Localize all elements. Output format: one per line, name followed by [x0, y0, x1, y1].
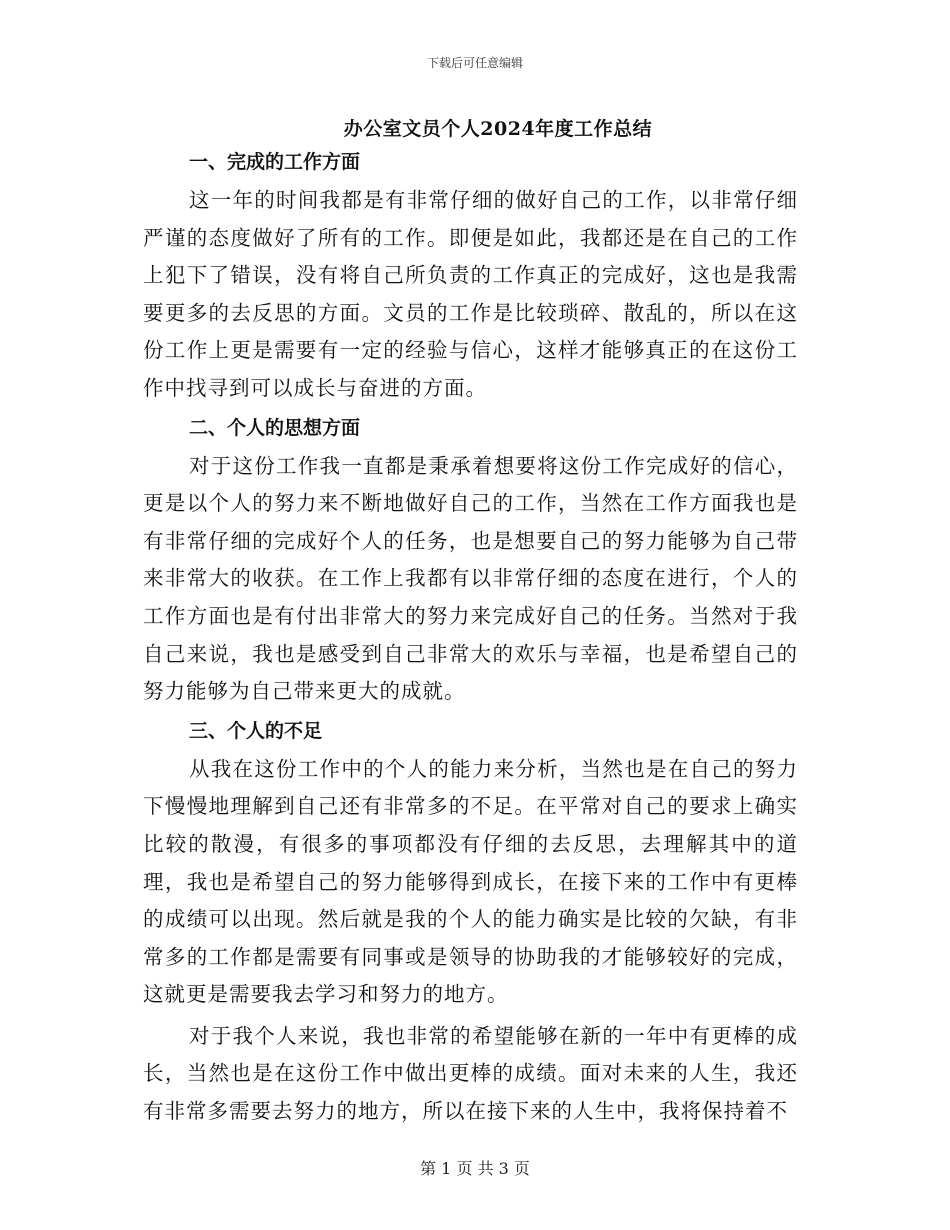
section-heading-3: 三、个人的不足 — [189, 719, 323, 742]
document-body — [143, 146, 798, 1131]
section-2-paragraph-1: 对于这份工作我一直都是秉承着想要将这份工作完成好的信心，更是以个人的努力来不断地做好自己的工作，当然在工作方面我也是有非常仔细的完成好个人的任务，也是想要自己的努力能够为自己带来非常大的收获。在工作上我都有以非常仔细的态度在进行，个人的工作方面也是有付出非常大的努力来完成好自己的任务。当然对于我自己来说，我也是感受到自己非常大的欢乐与幸福，也是希望自己的努力能够为自己带来更大的成就。 — [143, 453, 798, 704]
page-footer: 第 1 页 共 3 页 — [420, 1159, 530, 1178]
section-heading-1: 一、完成的工作方面 — [189, 151, 361, 173]
section-3-paragraph-2: 对于我个人来说，我也非常的希望能够在新的一年中有更棒的成长，当然也是在这份工作中做出更棒的成绩。面对未来的人生，我还有非常多需要去努力的地方，所以在接下来的人生中，我将保持着不 — [143, 1023, 798, 1124]
section-1-paragraph-1: 这一年的时间我都是有非常仔细的做好自己的工作，以非常仔细严谨的态度做好了所有的工作。即便是如此，我都还是在自己的工作上犯下了错误，没有将自己所负责的工作真正的完成好，这也是我需要更多的去反思的方面。文员的工作是比较琐碎、散乱的，所以在这份工作上更是需要有一定的经验与信心，这样才能够真正的在这份工作中找寻到可以成长与奋进的方面。 — [143, 188, 798, 400]
section-heading-2: 二、个人的思想方面 — [189, 416, 361, 439]
document-title: 办公室文员个人2024年度工作总结 — [343, 118, 653, 140]
section-3-paragraph-1: 从我在这份工作中的个人的能力来分析，当然也是在自己的努力下慢慢地理解到自己还有非常多的不足。在平常对自己的要求上确实比较的散漫，有很多的事项都没有仔细的去反思，去理解其中的道理，我也是希望自己的努力能够得到成长，在接下来的工作中有更棒的成绩可以出现。然后就是我的个人的能力确实是比较的欠缺，有非常多的工作都是需要有同事或是领导的协助我的才能够较好的完成，这就更是需要我去学习和努力的地方。 — [143, 756, 798, 1007]
header-note: 下载后可任意编辑 — [426, 56, 523, 70]
